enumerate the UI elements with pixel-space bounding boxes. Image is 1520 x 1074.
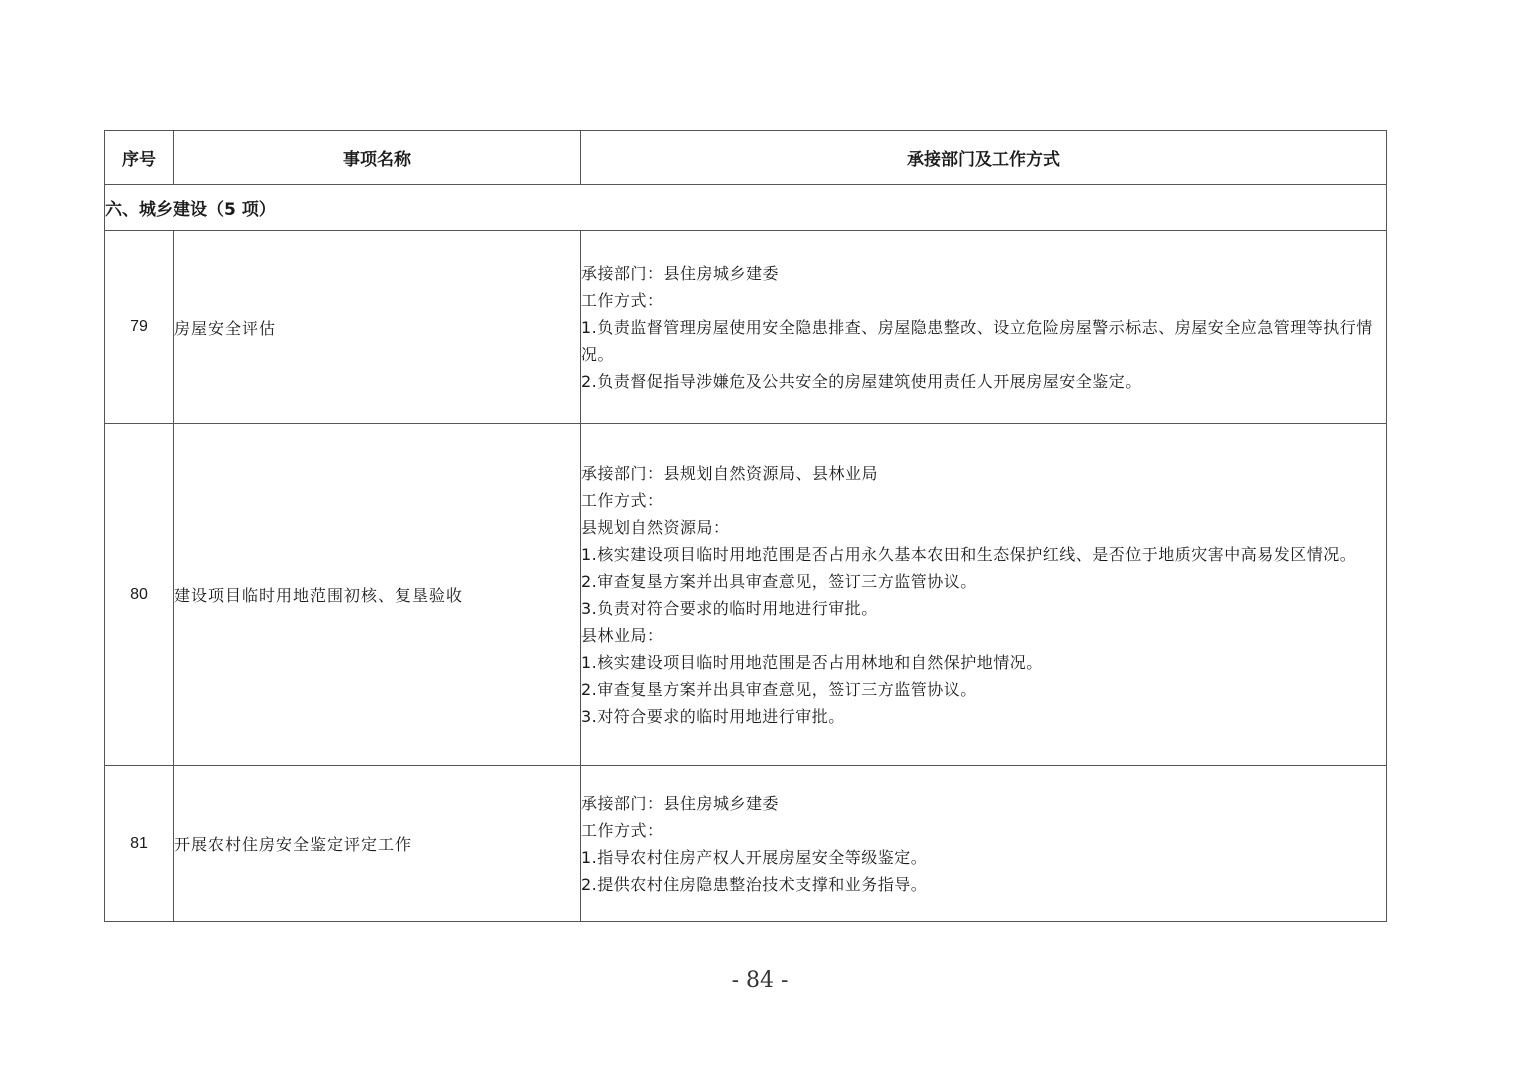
row-no: 81	[105, 766, 174, 922]
detail-line: 1.核实建设项目临时用地范围是否占用林地和自然保护地情况。	[581, 652, 1043, 672]
header-no: 序号	[105, 131, 174, 185]
detail-line: 承接部门：县规划自然资源局、县林业局	[581, 463, 879, 483]
table-row	[105, 424, 1387, 766]
row-name: 开展农村住房安全鉴定评定工作	[174, 766, 581, 922]
detail-line: 1.指导农村住房产权人开展房屋安全等级鉴定。	[581, 847, 928, 867]
row-no: 79	[105, 231, 174, 424]
row-detail	[581, 424, 1387, 766]
detail-line: 县林业局：	[581, 625, 664, 645]
row-no: 80	[105, 424, 174, 766]
detail-line: 工作方式：	[581, 290, 664, 310]
row-detail	[581, 231, 1387, 424]
detail-line: 2.审查复垦方案并出具审查意见，签订三方监管协议。	[581, 571, 977, 591]
detail-line: 工作方式：	[581, 490, 664, 510]
detail-line: 3.负责对符合要求的临时用地进行审批。	[581, 598, 878, 618]
table-row	[105, 231, 1387, 424]
detail-line: 2.审查复垦方案并出具审查意见，签订三方监管协议。	[581, 679, 977, 699]
header-name: 事项名称	[174, 131, 581, 185]
section-title: 六、城乡建设（5 项）	[105, 185, 1387, 231]
detail-line: 工作方式：	[581, 820, 664, 840]
detail-line: 承接部门：县住房城乡建委	[581, 793, 780, 813]
page-number: - 84 -	[731, 968, 789, 993]
table-header-row	[105, 131, 1387, 185]
row-detail	[581, 766, 1387, 922]
header-dept: 承接部门及工作方式	[581, 131, 1387, 185]
detail-line: 1.核实建设项目临时用地范围是否占用永久基本农田和生态保护红线、是否位于地质灾害中高易发区情况。	[581, 544, 1357, 564]
detail-line: 县规划自然资源局：	[581, 517, 730, 537]
detail-line: 1.负责监督管理房屋使用安全隐患排查、房屋隐患整改、设立危险房屋警示标志、房屋安全应急管理等执行情况。	[581, 317, 1373, 364]
items-table	[104, 130, 1387, 922]
detail-line: 3.对符合要求的临时用地进行审批。	[581, 706, 845, 726]
table-row	[105, 766, 1387, 922]
row-name: 建设项目临时用地范围初核、复垦验收	[174, 424, 581, 766]
section-row	[105, 185, 1387, 231]
detail-line: 2.提供农村住房隐患整治技术支撑和业务指导。	[581, 874, 928, 894]
row-name: 房屋安全评估	[174, 231, 581, 424]
detail-line: 2.负责督促指导涉嫌危及公共安全的房屋建筑使用责任人开展房屋安全鉴定。	[581, 371, 1142, 391]
detail-line: 承接部门：县住房城乡建委	[581, 263, 780, 283]
